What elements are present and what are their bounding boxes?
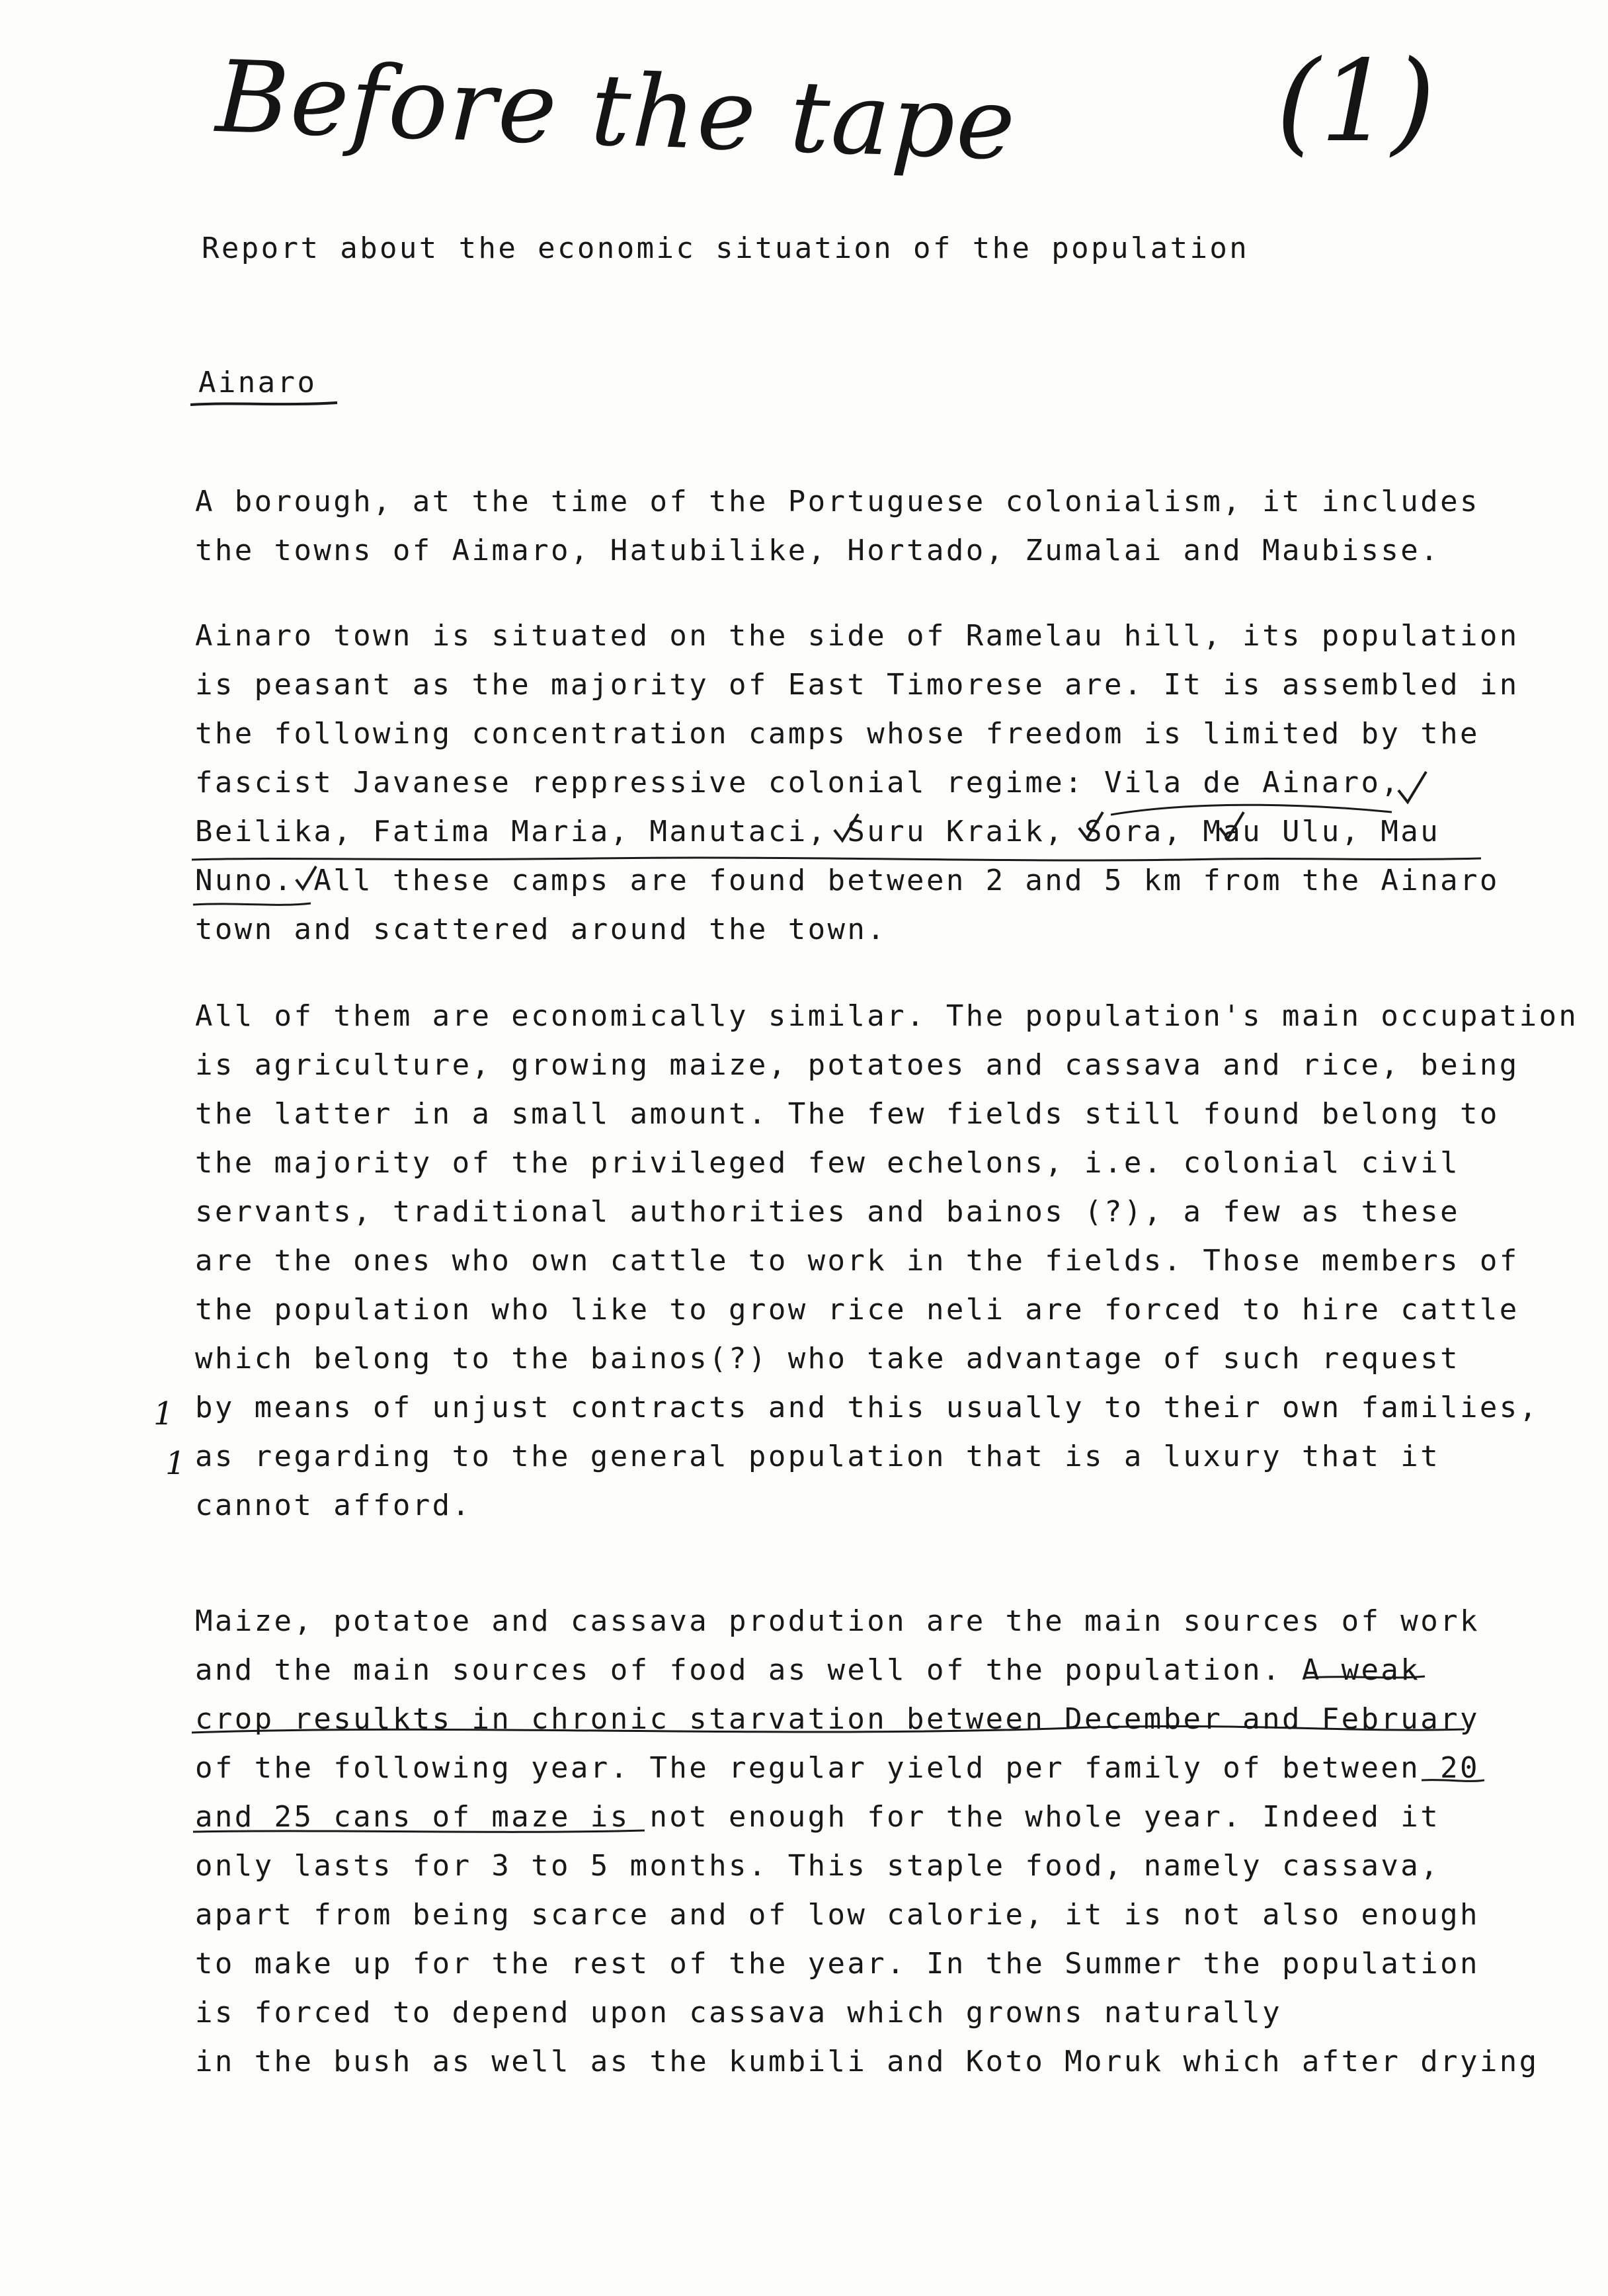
section-title: Ainaro [198, 366, 317, 399]
text-line: by means of unjust contracts and this usually to their own families, [195, 1391, 1539, 1424]
text-line: is forced to depend upon cassava which growns naturally [195, 1996, 1282, 2030]
text-line: the towns of Aimaro, Hatubilike, Hortado, Zumalai and Maubisse. [195, 534, 1441, 567]
margin-mark: 1 [165, 1445, 186, 1482]
text-line: Beilika, Fatima Maria, Manutaci, Suru Kraik, Sora, Mau Ulu, Mau [195, 815, 1441, 848]
text-line: crop resulkts in chronic starvation between December and February [195, 1702, 1480, 1736]
text-line: town and scattered around the town. [195, 913, 887, 946]
text-line: the following concentration camps whose freedom is limited by the [195, 717, 1480, 751]
report-heading: Report about the economic situation of the population [202, 231, 1250, 265]
text-line: and the main sources of food as well of the population. A weak [195, 1653, 1421, 1687]
handwritten-page-number: (1) [1276, 36, 1435, 167]
handwritten-title: Before the tape [214, 40, 1019, 183]
text-line: as regarding to the general population that is a luxury that it [195, 1440, 1441, 1473]
text-line: servants, traditional authorities and bainos (?), a few as these [195, 1195, 1460, 1229]
text-line: only lasts for 3 to 5 months. This staple food, namely cassava, [195, 1849, 1441, 1883]
paragraph-3 [195, 992, 1578, 1530]
text-line: to make up for the rest of the year. In the Summer the population [195, 1947, 1480, 1981]
text-line: is peasant as the majority of East Timorese are. It is assembled in [195, 668, 1519, 702]
text-line: in the bush as well as the kumbili and Koto Moruk which after drying [195, 2045, 1539, 2078]
text-line: is agriculture, growing maize, potatoes and cassava and rice, being [195, 1048, 1519, 1082]
text-line: the majority of the privileged few echelons, i.e. colonial civil [195, 1146, 1460, 1180]
text-line: the population who like to grow rice neli are forced to hire cattle [195, 1293, 1519, 1327]
text-line: apart from being scarce and of low calorie, it is not also enough [195, 1898, 1480, 1932]
text-line: of the following year. The regular yield per family of between 20 [195, 1751, 1480, 1785]
text-line: A borough, at the time of the Portuguese colonialism, it includes [195, 485, 1480, 518]
text-line: and 25 cans of maze is not enough for the whole year. Indeed it [195, 1800, 1441, 1834]
paragraph-4 [195, 1597, 1539, 2086]
text-line: Nuno. All these camps are found between 2 and 5 km from the Ainaro [195, 864, 1500, 897]
text-line: All of them are economically similar. The population's main occupation [195, 999, 1579, 1033]
text-line: are the ones who own cattle to work in the fields. Those members of [195, 1244, 1519, 1278]
margin-mark: 1 [153, 1395, 174, 1432]
text-line: cannot afford. [195, 1489, 472, 1522]
text-line: fascist Javanese reppressive colonial regime: Vila de Ainaro, [195, 766, 1401, 800]
text-line: which belong to the bainos(?) who take advantage of such request [195, 1342, 1460, 1375]
text-line: Ainaro town is situated on the side of Ramelau hill, its population [195, 619, 1519, 653]
text-line: the latter in a small amount. The few fields still found belong to [195, 1097, 1500, 1131]
paragraph-1 [195, 477, 1480, 575]
paragraph-2 [195, 612, 1519, 954]
text-line: Maize, potatoe and cassava prodution are the main sources of work [195, 1604, 1480, 1638]
